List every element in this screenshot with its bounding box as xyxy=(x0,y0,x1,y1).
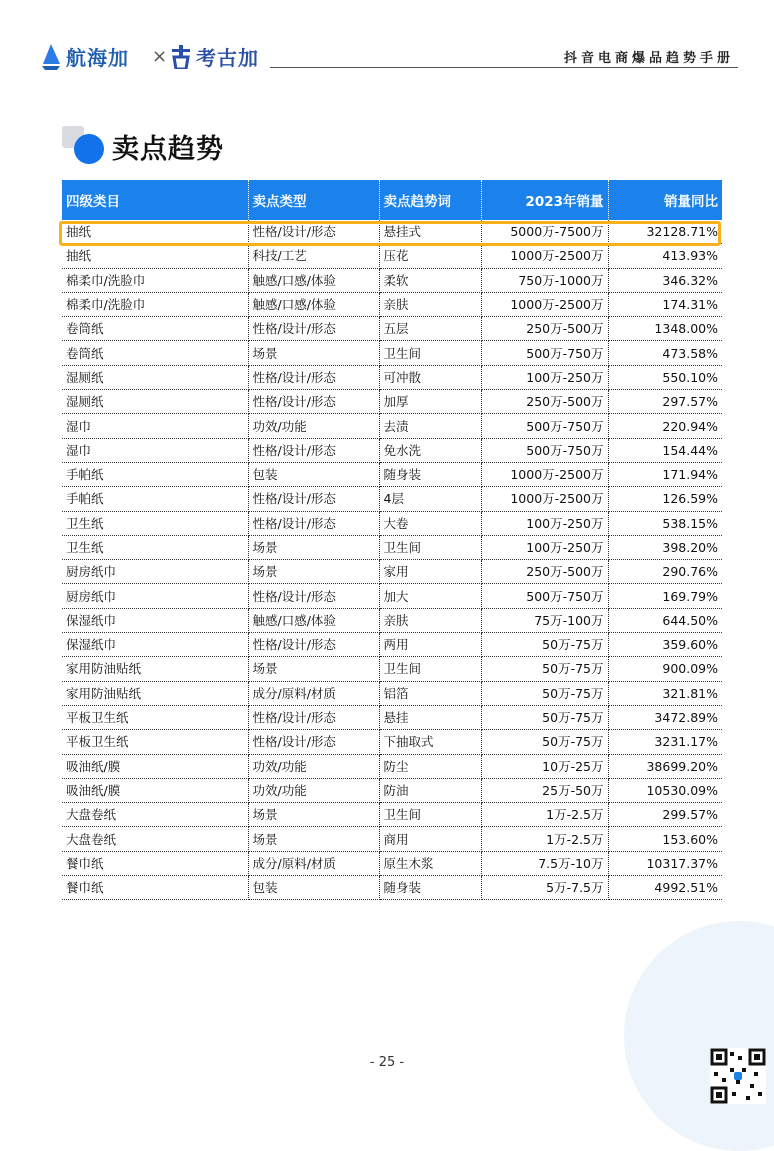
table-cell: 100万-250万 xyxy=(481,511,608,535)
table-row xyxy=(62,851,722,875)
table-cell: 性格/设计/形态 xyxy=(248,390,379,414)
table-cell: 保湿纸巾 xyxy=(62,633,248,657)
table-cell: 随身装 xyxy=(379,876,481,900)
table-cell: 场景 xyxy=(248,341,379,365)
table-row xyxy=(62,487,722,511)
table-cell: 卫生纸 xyxy=(62,535,248,559)
table-cell: 169.79% xyxy=(608,584,722,608)
table-cell: 卫生间 xyxy=(379,657,481,681)
table-row xyxy=(62,560,722,584)
table-cell: 644.50% xyxy=(608,608,722,632)
table-cell: 成分/原料/材质 xyxy=(248,681,379,705)
table-cell: 场景 xyxy=(248,657,379,681)
kaogujia-logo xyxy=(170,42,259,71)
table-cell: 五层 xyxy=(379,317,481,341)
table-cell: 1万-2.5万 xyxy=(481,827,608,851)
table-cell: 500万-750万 xyxy=(481,438,608,462)
table-cell: 1000万-2500万 xyxy=(481,244,608,268)
table-cell: 473.58% xyxy=(608,341,722,365)
table-cell: 性格/设计/形态 xyxy=(248,365,379,389)
header-divider xyxy=(270,67,738,68)
table-cell: 餐巾纸 xyxy=(62,876,248,900)
table-cell: 湿巾 xyxy=(62,438,248,462)
table-cell: 性格/设计/形态 xyxy=(248,705,379,729)
table-cell: 压花 xyxy=(379,244,481,268)
table-cell: 场景 xyxy=(248,803,379,827)
table-cell: 性格/设计/形态 xyxy=(248,438,379,462)
table-cell: 性格/设计/形态 xyxy=(248,511,379,535)
table-cell: 500万-750万 xyxy=(481,341,608,365)
table-cell: 250万-500万 xyxy=(481,317,608,341)
table-row xyxy=(62,876,722,900)
table-cell: 随身装 xyxy=(379,462,481,486)
table-cell: 1348.00% xyxy=(608,317,722,341)
table-cell: 免水洗 xyxy=(379,438,481,462)
table-row xyxy=(62,268,722,292)
table-cell: 保湿纸巾 xyxy=(62,608,248,632)
table-row xyxy=(62,657,722,681)
table-cell: 10万-25万 xyxy=(481,754,608,778)
table-cell: 大卷 xyxy=(379,511,481,535)
table-cell: 抽纸 xyxy=(62,244,248,268)
table-cell: 171.94% xyxy=(608,462,722,486)
page-number: - 25 - xyxy=(369,1055,405,1070)
table-cell: 场景 xyxy=(248,560,379,584)
table-cell: 性格/设计/形态 xyxy=(248,220,379,244)
table-cell: 商用 xyxy=(379,827,481,851)
column-header: 销量同比 xyxy=(608,180,722,220)
table-cell: 153.60% xyxy=(608,827,722,851)
table-cell: 铝箔 xyxy=(379,681,481,705)
handbook-title: 抖音电商爆品趋势手册 xyxy=(563,51,734,66)
hanghaijia-logo xyxy=(40,42,129,71)
table-row xyxy=(62,608,722,632)
table-cell: 家用 xyxy=(379,560,481,584)
table-cell: 100万-250万 xyxy=(481,365,608,389)
sailboat-icon xyxy=(40,44,62,70)
table-cell: 500万-750万 xyxy=(481,414,608,438)
table-cell: 原生木浆 xyxy=(379,851,481,875)
table-cell: 10317.37% xyxy=(608,851,722,875)
table-cell: 卫生间 xyxy=(379,535,481,559)
table-cell: 湿厕纸 xyxy=(62,365,248,389)
table-cell: 500万-750万 xyxy=(481,584,608,608)
table-cell: 5000万-7500万 xyxy=(481,220,608,244)
table-row xyxy=(62,535,722,559)
table-cell: 50万-75万 xyxy=(481,705,608,729)
table-cell: 250万-500万 xyxy=(481,390,608,414)
table-row xyxy=(62,244,722,268)
table-cell: 220.94% xyxy=(608,414,722,438)
table-cell: 750万-1000万 xyxy=(481,268,608,292)
table-cell: 平板卫生纸 xyxy=(62,705,248,729)
table-cell: 厨房纸巾 xyxy=(62,584,248,608)
table-cell: 触感/口感/体验 xyxy=(248,268,379,292)
table-cell: 3472.89% xyxy=(608,705,722,729)
table-cell: 4992.51% xyxy=(608,876,722,900)
table-cell: 7.5万-10万 xyxy=(481,851,608,875)
column-header: 四级类目 xyxy=(62,180,248,220)
table-cell: 900.09% xyxy=(608,657,722,681)
table-cell: 湿厕纸 xyxy=(62,390,248,414)
page-header xyxy=(0,0,774,80)
kaogujia-icon xyxy=(170,45,192,69)
table-cell: 卷筒纸 xyxy=(62,341,248,365)
table-row xyxy=(62,511,722,535)
table-cell: 346.32% xyxy=(608,268,722,292)
table-cell: 290.76% xyxy=(608,560,722,584)
table-cell: 亲肤 xyxy=(379,608,481,632)
table-cell: 1万-2.5万 xyxy=(481,803,608,827)
table-row xyxy=(62,414,722,438)
table-cell: 174.31% xyxy=(608,292,722,316)
table-cell: 413.93% xyxy=(608,244,722,268)
table-cell: 功效/功能 xyxy=(248,414,379,438)
table-cell: 250万-500万 xyxy=(481,560,608,584)
table-cell: 吸油纸/膜 xyxy=(62,778,248,802)
table-cell: 可冲散 xyxy=(379,365,481,389)
table-cell: 50万-75万 xyxy=(481,730,608,754)
table-cell: 湿巾 xyxy=(62,414,248,438)
decorative-circle xyxy=(624,921,774,1151)
table-cell: 性格/设计/形态 xyxy=(248,584,379,608)
table-cell: 4层 xyxy=(379,487,481,511)
table-cell: 亲肤 xyxy=(379,292,481,316)
table-row xyxy=(62,292,722,316)
table-cell: 359.60% xyxy=(608,633,722,657)
table-row xyxy=(62,438,722,462)
table-cell: 功效/功能 xyxy=(248,778,379,802)
table-cell: 功效/功能 xyxy=(248,754,379,778)
table-cell: 75万-100万 xyxy=(481,608,608,632)
logo1-text: 航海加 xyxy=(66,46,129,70)
table-cell: 1000万-2500万 xyxy=(481,487,608,511)
table-cell: 去渍 xyxy=(379,414,481,438)
table-cell: 50万-75万 xyxy=(481,681,608,705)
table-cell: 加厚 xyxy=(379,390,481,414)
table-cell: 1000万-2500万 xyxy=(481,292,608,316)
table-cell: 性格/设计/形态 xyxy=(248,633,379,657)
table-cell: 卫生纸 xyxy=(62,511,248,535)
table-cell: 10530.09% xyxy=(608,778,722,802)
table-cell: 126.59% xyxy=(608,487,722,511)
table-row xyxy=(62,584,722,608)
table-cell: 性格/设计/形态 xyxy=(248,487,379,511)
table-cell: 柔软 xyxy=(379,268,481,292)
table-row xyxy=(62,705,722,729)
table-cell: 棉柔巾/洗脸巾 xyxy=(62,268,248,292)
table-cell: 大盘卷纸 xyxy=(62,827,248,851)
column-header: 2023年销量 xyxy=(481,180,608,220)
logo2-text: 考古加 xyxy=(196,46,259,70)
table-cell: 550.10% xyxy=(608,365,722,389)
table-cell: 防尘 xyxy=(379,754,481,778)
table-cell: 32128.71% xyxy=(608,220,722,244)
table-cell: 两用 xyxy=(379,633,481,657)
table-cell: 下抽取式 xyxy=(379,730,481,754)
table-cell: 3231.17% xyxy=(608,730,722,754)
table-cell: 吸油纸/膜 xyxy=(62,754,248,778)
table-cell: 悬挂 xyxy=(379,705,481,729)
table-cell: 154.44% xyxy=(608,438,722,462)
table-cell: 场景 xyxy=(248,827,379,851)
table-cell: 成分/原料/材质 xyxy=(248,851,379,875)
table-header-row xyxy=(62,180,722,220)
table-row xyxy=(62,317,722,341)
table-cell: 厨房纸巾 xyxy=(62,560,248,584)
table-cell: 297.57% xyxy=(608,390,722,414)
table-cell: 100万-250万 xyxy=(481,535,608,559)
table-cell: 卫生间 xyxy=(379,803,481,827)
table-cell: 场景 xyxy=(248,535,379,559)
table-cell: 1000万-2500万 xyxy=(481,462,608,486)
table-row xyxy=(62,730,722,754)
table-cell: 38699.20% xyxy=(608,754,722,778)
column-header: 卖点类型 xyxy=(248,180,379,220)
table-row xyxy=(62,365,722,389)
table-cell: 平板卫生纸 xyxy=(62,730,248,754)
table-cell: 防油 xyxy=(379,778,481,802)
table-cell: 包装 xyxy=(248,876,379,900)
table-cell: 25万-50万 xyxy=(481,778,608,802)
table-cell: 手帕纸 xyxy=(62,487,248,511)
table-row xyxy=(62,681,722,705)
table-cell: 299.57% xyxy=(608,803,722,827)
selling-point-trend-table xyxy=(62,180,722,900)
table-cell: 50万-75万 xyxy=(481,633,608,657)
table-cell: 触感/口感/体验 xyxy=(248,292,379,316)
table-cell: 50万-75万 xyxy=(481,657,608,681)
table-row xyxy=(62,754,722,778)
table-row xyxy=(62,220,722,244)
table-cell: 餐巾纸 xyxy=(62,851,248,875)
table-row xyxy=(62,462,722,486)
table-cell: 触感/口感/体验 xyxy=(248,608,379,632)
table-row xyxy=(62,827,722,851)
table-cell: 手帕纸 xyxy=(62,462,248,486)
table-cell: 卫生间 xyxy=(379,341,481,365)
table-row xyxy=(62,341,722,365)
table-cell: 性格/设计/形态 xyxy=(248,317,379,341)
section-title: 卖点趋势 xyxy=(112,133,224,165)
table-row xyxy=(62,633,722,657)
table-cell: 加大 xyxy=(379,584,481,608)
table-row xyxy=(62,778,722,802)
table-cell: 棉柔巾/洗脸巾 xyxy=(62,292,248,316)
column-header: 卖点趋势词 xyxy=(379,180,481,220)
table-cell: 抽纸 xyxy=(62,220,248,244)
table-cell: 大盘卷纸 xyxy=(62,803,248,827)
table-cell: 398.20% xyxy=(608,535,722,559)
table-cell: 321.81% xyxy=(608,681,722,705)
table-cell: 家用防油贴纸 xyxy=(62,657,248,681)
table-cell: 卷筒纸 xyxy=(62,317,248,341)
times-sign: × xyxy=(152,46,168,67)
section-heading xyxy=(62,126,224,166)
table-cell: 538.15% xyxy=(608,511,722,535)
section-bullet-icon xyxy=(62,126,106,166)
table-cell: 5万-7.5万 xyxy=(481,876,608,900)
table-cell: 科技/工艺 xyxy=(248,244,379,268)
table-cell: 悬挂式 xyxy=(379,220,481,244)
table-cell: 性格/设计/形态 xyxy=(248,730,379,754)
table-row xyxy=(62,803,722,827)
table-cell: 包装 xyxy=(248,462,379,486)
table-row xyxy=(62,390,722,414)
table-cell: 家用防油贴纸 xyxy=(62,681,248,705)
